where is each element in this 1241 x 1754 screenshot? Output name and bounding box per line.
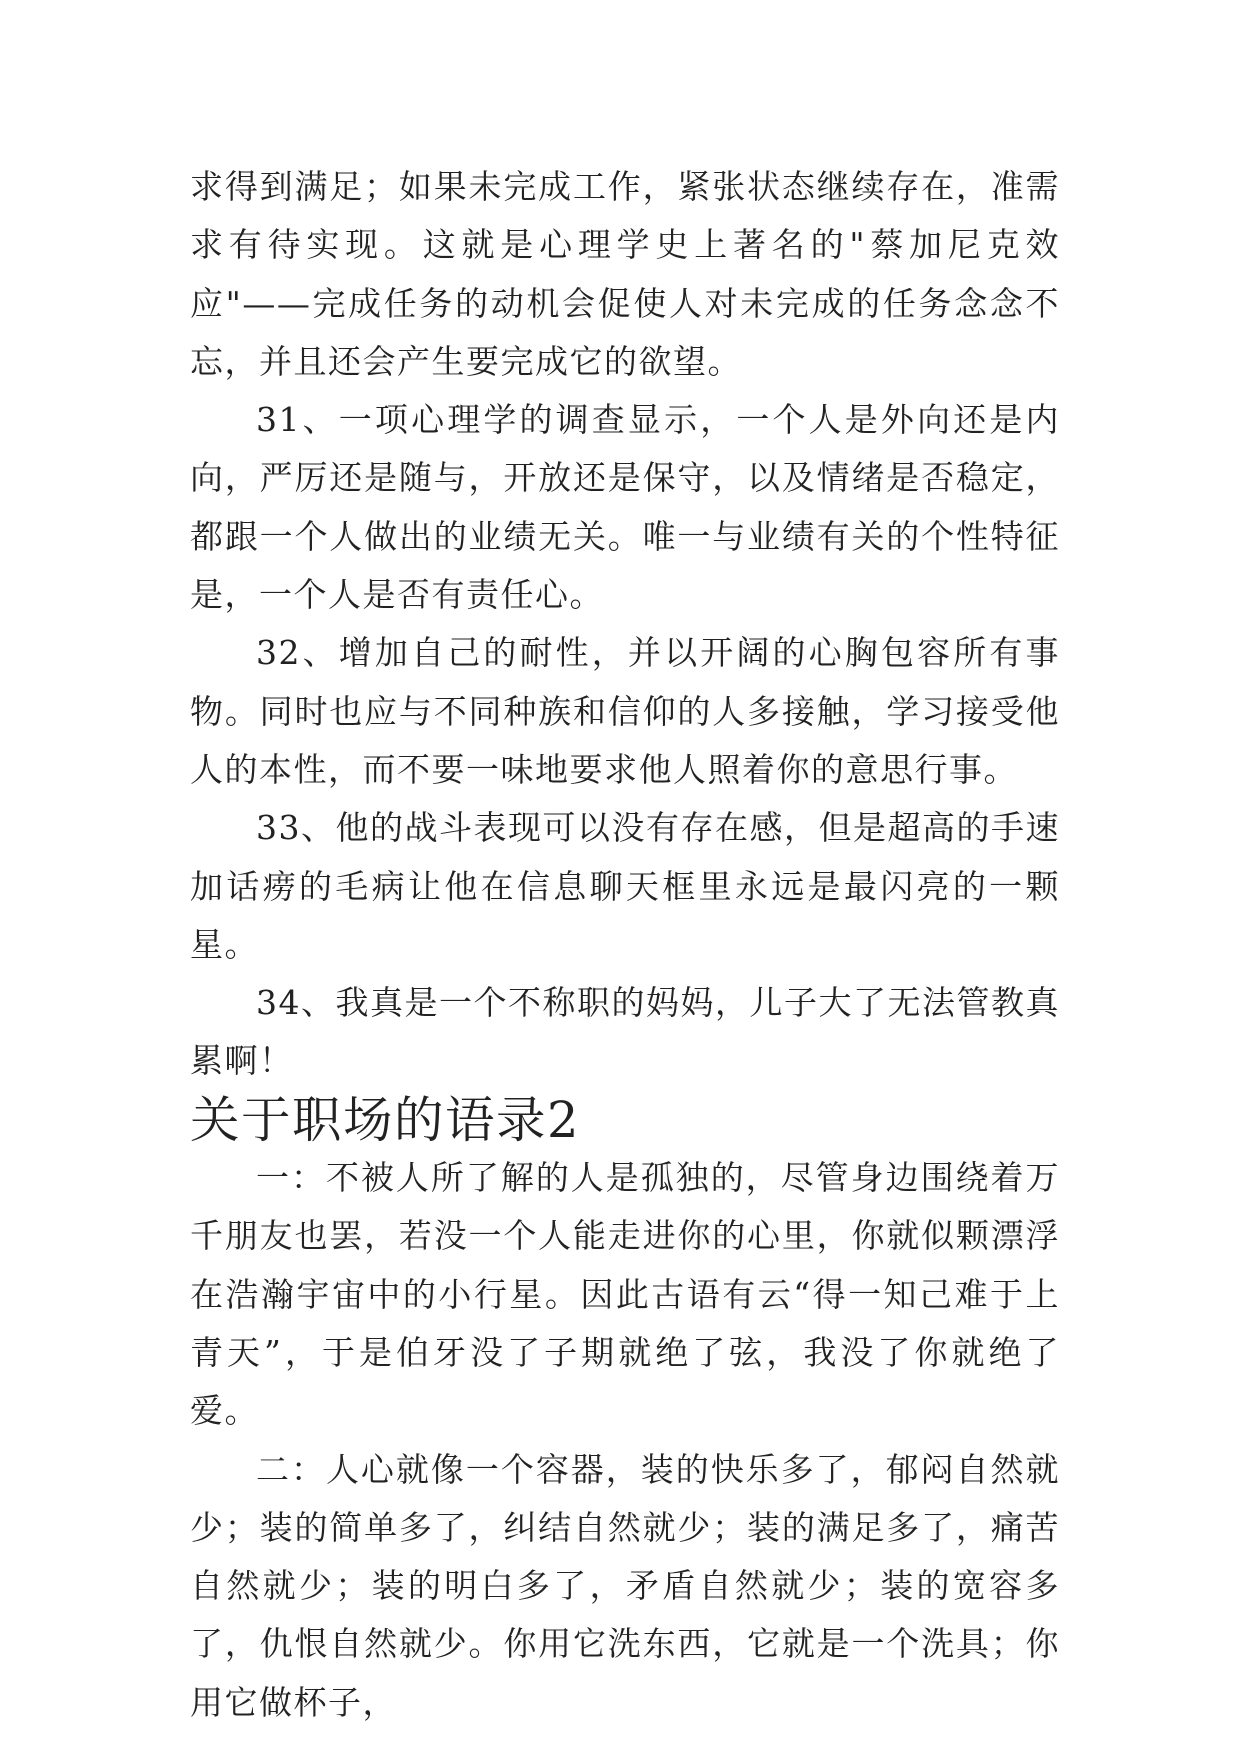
quote-two-paragraph: 二：人心就像一个容器，装的快乐多了，郁闷自然就少；装的简单多了，纠结自然就少；装的满足多了，痛苦自然就少；装的明白多了，矛盾自然就少；装的宽容多了，仇恨自然就少。你用它洗东西，它就是一个洗具；你用它做杯子，: [190, 1449, 1060, 1722]
quote-one-paragraph: 一：不被人所了解的人是孤独的，尽管身边围绕着万千朋友也罢，若没一个人能走进你的心里，你就似颗漂浮在浩瀚宇宙中的小行星。因此古语有云“得一知己难于上青天”，于是伯牙没了子期就绝了弦，我没了你就绝了爱。: [190, 1158, 1060, 1431]
quote-34-paragraph: 34、我真是一个不称职的妈妈，儿子大了无法管教真累啊！: [190, 983, 1060, 1081]
quote-32-paragraph: 32、增加自己的耐性，并以开阔的心胸包容所有事物。同时也应与不同种族和信仰的人多接触，学习接受他人的本性，而不要一味地要求他人照着你的意思行事。: [190, 633, 1060, 789]
section-heading: 关于职场的语录2: [190, 1090, 580, 1149]
intro-paragraph: 求得到满足；如果未完成工作，紧张状态继续存在，准需求有待实现。这就是心理学史上著名的"蔡加尼克效应"——完成任务的动机会促使人对未完成的任务念念不忘，并且还会产生要完成它的欲望。: [190, 167, 1060, 381]
quote-31-paragraph: 31、一项心理学的调查显示，一个人是外向还是内向，严厉还是随与，开放还是保守，以及情绪是否稳定，都跟一个人做出的业绩无关。唯一与业绩有关的个性特征是，一个人是否有责任心。: [190, 400, 1060, 615]
quote-33-paragraph: 33、他的战斗表现可以没有存在感，但是超高的手速加话痨的毛病让他在信息聊天框里永远是最闪亮的一颗星。: [190, 808, 1060, 964]
document-body: [190, 158, 1060, 1732]
